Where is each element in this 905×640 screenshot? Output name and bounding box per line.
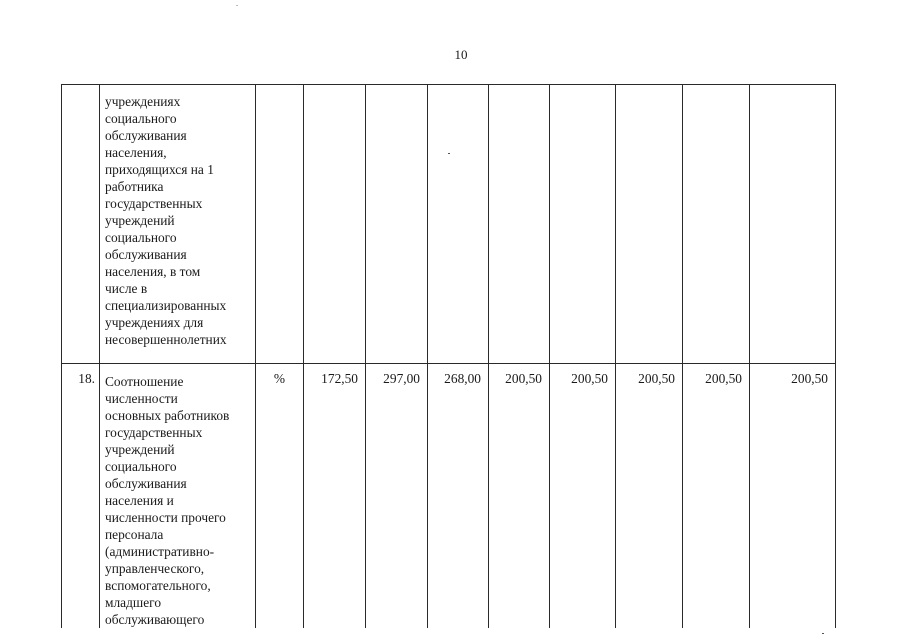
table-row — [62, 364, 836, 629]
scan-speck — [236, 5, 238, 6]
value-cell: 268,00 — [428, 364, 489, 629]
value-cell — [366, 85, 428, 364]
value-cell: 297,00 — [366, 364, 428, 629]
value-cell: 200,50 — [489, 364, 550, 629]
unit-cell: % — [256, 364, 304, 629]
value-cell — [428, 85, 489, 364]
scan-speck — [822, 633, 824, 634]
value-cell: 200,50 — [616, 364, 683, 629]
indicators-table — [61, 84, 836, 628]
row-number — [62, 85, 100, 364]
value-cell: 200,50 — [750, 364, 836, 629]
page-number: 10 — [454, 47, 468, 62]
value-cell — [683, 85, 750, 364]
indicator-description — [100, 85, 256, 364]
value-cell — [750, 85, 836, 364]
description-text: учреждениях социального обслуживания населения, приходящихся на 1 работника государственных учреждений социального обслуживания населения, в том числе в специализированных учреждениях для несовершеннолетних — [105, 94, 227, 347]
description-text: Соотношение численности основных работников государственных учреждений социального обслуживания населения и численности прочего персонала (административно- управленческого, вспомогательного, младшего обслуживающего — [105, 374, 230, 627]
row-number: 18. — [62, 364, 100, 629]
unit-cell — [256, 85, 304, 364]
value-cell — [304, 85, 366, 364]
scan-speck — [448, 153, 450, 154]
value-cell — [550, 85, 616, 364]
value-cell: 200,50 — [683, 364, 750, 629]
value-cell — [616, 85, 683, 364]
indicator-description — [100, 364, 256, 629]
value-cell: 200,50 — [550, 364, 616, 629]
value-cell — [489, 85, 550, 364]
table-row — [62, 85, 836, 364]
value-cell: 172,50 — [304, 364, 366, 629]
